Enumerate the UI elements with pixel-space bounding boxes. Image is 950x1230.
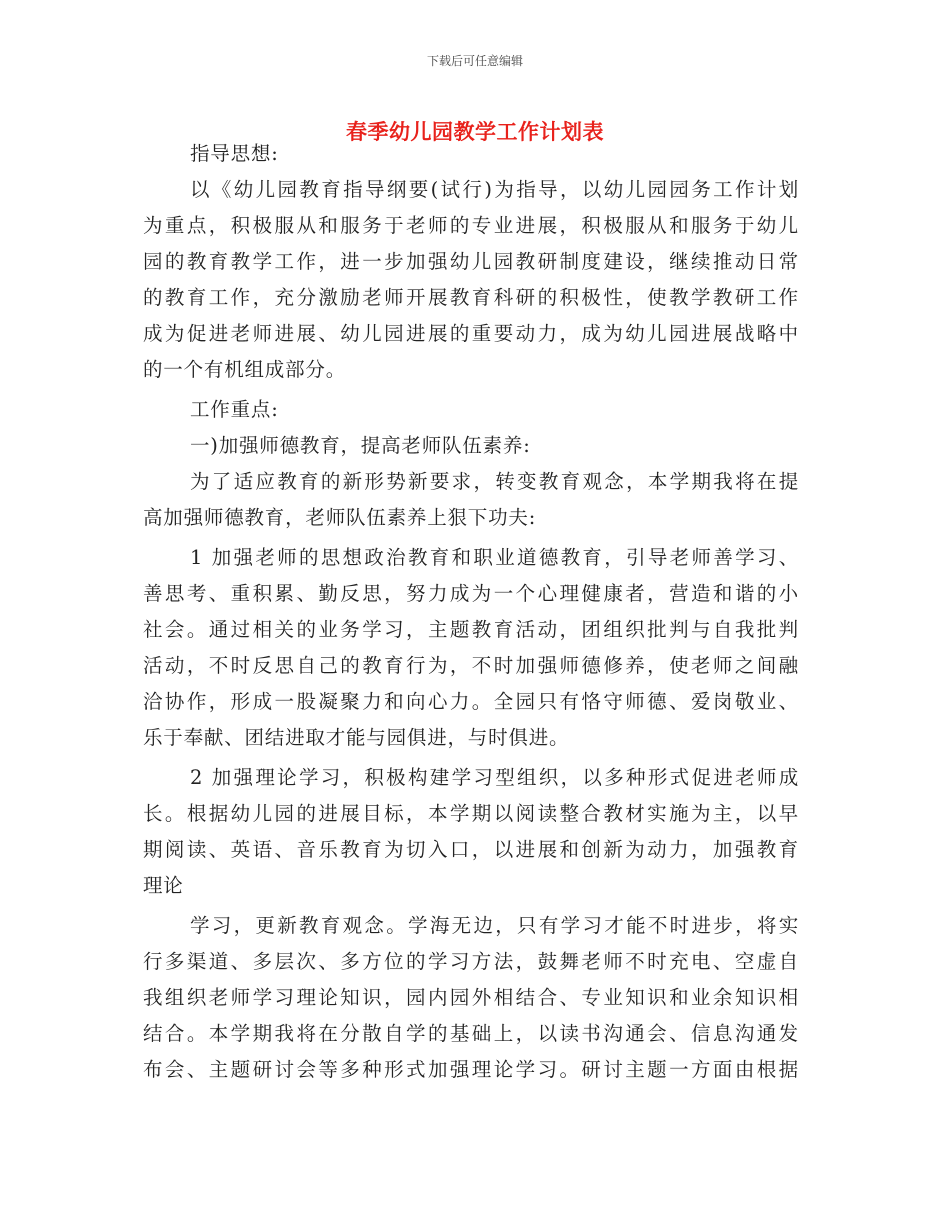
- section-heading-work-focus: 工作重点:: [190, 398, 279, 421]
- paragraph-line: 布会、主题研讨会等多种形式加强理论学习。研讨主题一方面由根据: [143, 1058, 799, 1081]
- document-title: 春季幼儿园教学工作计划表: [346, 120, 604, 144]
- paragraph-line: 的一个有机组成部分。: [143, 358, 347, 381]
- paragraph-line: 高加强师德教育，老师队伍素养上狠下功夫:: [143, 506, 537, 529]
- header-note: 下载后可任意编辑: [426, 54, 523, 68]
- paragraph-line: 1 加强老师的思想政治教育和职业道德教育，引导老师善学习、: [190, 546, 799, 569]
- paragraph-line: 理论: [143, 874, 184, 897]
- paragraph-line: 洽协作，形成一股凝聚力和向心力。全园只有恪守师德、爱岗敬业、: [143, 690, 799, 713]
- paragraph-line: 我组织老师学习理论知识，园内园外相结合、专业知识和业余知识相: [143, 986, 799, 1009]
- paragraph-line: 以《幼儿园教育指导纲要(试行)为指导，以幼儿园园务工作计划: [190, 178, 799, 201]
- paragraph-line: 学习，更新教育观念。学海无边，只有学习才能不时进步，将实: [190, 914, 799, 937]
- paragraph-line: 的教育工作，充分激励老师开展教育科研的积极性，使教学教研工作: [143, 286, 799, 309]
- paragraph-line: 成为促进老师进展、幼儿园进展的重要动力，成为幼儿园进展战略中: [143, 322, 799, 345]
- paragraph-line: 园的教育教学工作，进一步加强幼儿园教研制度建设，继续推动日常: [143, 250, 799, 273]
- paragraph-line: 长。根据幼儿园的进展目标，本学期以阅读整合教材实施为主，以早: [143, 802, 799, 825]
- paragraph-line: 活动，不时反思自己的教育行为，不时加强师德修养，使老师之间融: [143, 654, 799, 677]
- paragraph-line: 2 加强理论学习，积极构建学习型组织，以多种形式促进老师成: [190, 766, 799, 789]
- paragraph-line: 期阅读、英语、音乐教育为切入口，以进展和创新为动力，加强教育: [143, 838, 799, 861]
- paragraph-line: 社会。通过相关的业务学习，主题教育活动，团组织批判与自我批判: [143, 618, 799, 641]
- paragraph-line: 结合。本学期我将在分散自学的基础上，以读书沟通会、信息沟通发: [143, 1022, 799, 1045]
- paragraph-line: 行多渠道、多层次、多方位的学习方法，鼓舞老师不时充电、空虚自: [143, 950, 799, 973]
- section-heading-guiding-ideology: 指导思想:: [190, 142, 279, 165]
- paragraph-line: 为了适应教育的新形势新要求，转变教育观念，本学期我将在提: [190, 470, 799, 493]
- paragraph-line: 善思考、重积累、勤反思，努力成为一个心理健康者，营造和谐的小: [143, 582, 799, 605]
- paragraph-line: 乐于奉献、团结进取才能与园俱进，与时俱进。: [143, 726, 570, 749]
- paragraph-line: 为重点，积极服从和服务于老师的专业进展，积极服从和服务于幼儿: [143, 214, 799, 237]
- subsection-heading: 一)加强师德教育，提高老师队伍素养:: [190, 434, 531, 457]
